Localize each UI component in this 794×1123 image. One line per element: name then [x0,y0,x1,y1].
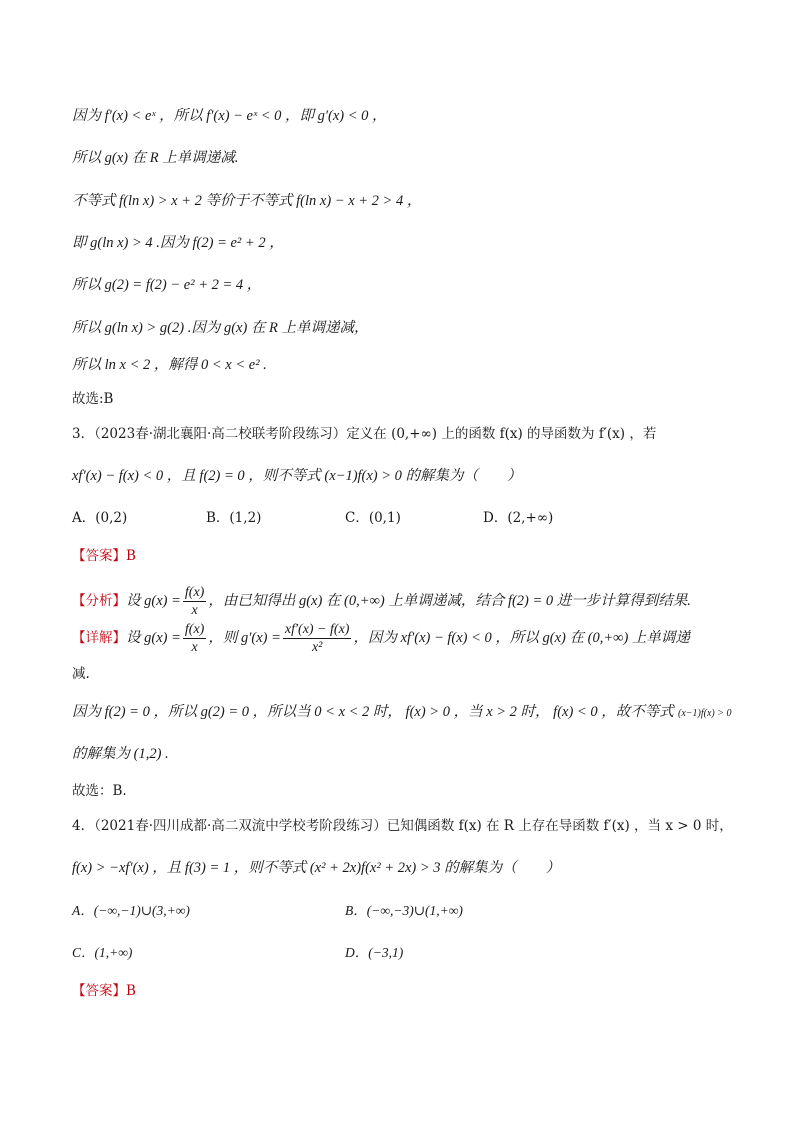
q3-analysis [72,583,691,619]
fraction-numerator: f(x) [184,585,205,600]
solution-line-1: 因为 f′(x) < eˣ ，所以 f′(x) − eˣ < 0 ，即 g′(x) < 0 ， [72,108,387,124]
q3-detail-fraction-gprime [283,621,352,656]
q3-analysis-tag: 【分析】 [72,593,126,609]
q3-detail-text-e: 因为 f(2) = 0 ，所以 g(2) = 0 ，所以当 0 < x < 2 时， f(x) > 0 ，当 x > 2 时， f(x) < 0 ，故不等式 [72,704,674,720]
q3-detail-text-b: ，则 g′(x) = [208,630,281,646]
q4-option-b: B．(−∞,−3)∪(1,+∞) [345,903,463,918]
q3-detail-inequality: (x−1)f(x) > 0 [678,708,732,719]
q4-option-a: A．(−∞,−1)∪(3,+∞) [72,903,190,918]
q3-option-d: D．(2,+∞) [483,510,554,526]
fraction-numerator: f(x) [184,622,205,637]
solution-line-5: 所以 g(2) = f(2) − e² + 2 = 4 ， [72,277,262,293]
q4-stem-line-2: f(x) > −xf′(x) ，且 f(3) = 1 ，则不等式 (x² + 2x)f(x² + 2x) > 3 的解集为（ ） [72,860,561,876]
fraction-numerator: xf′(x) − f(x) [284,622,350,637]
q3-option-a: A．(0,2) [72,510,128,526]
q3-detail-line-4: 的解集为 (1,2) . [72,746,169,762]
fraction-denominator: x [183,638,206,656]
q3-option-c: C．(0,1) [345,510,401,526]
solution-line-4: 即 g(ln x) > 4 .因为 f(2) = e² + 2 ， [72,235,284,251]
q3-stem-line-1: 3．（2023春·湖北襄阳·高二校联考阶段练习）定义在 (0,+∞) 上的函数 f(x) 的导函数为 f′(x) ，若 [72,426,657,442]
q4-answer: 【答案】B [72,983,136,999]
solution-line-7: 所以 ln x < 2 ，解得 0 < x < e² . [72,357,267,373]
q3-analysis-text-b: ，由已知得出 g(x) 在 (0,+∞) 上单调递减，结合 f(2) = 0 进一步计算得到结果. [208,593,691,609]
q4-stem-line-1: 4．（2021春·四川成都·高二双流中学校考阶段练习）已知偶函数 f(x) 在 R 上存在导函数 f′(x) ，当 x > 0 时， [72,818,733,834]
fraction-denominator: x [183,601,206,619]
q3-detail-fraction-g [183,621,206,656]
q3-detail-tag: 【详解】 [72,630,126,646]
q4-option-c: C．(1,+∞) [72,945,133,960]
solution-line-2: 所以 g(x) 在 R 上单调递减. [72,150,239,166]
q3-analysis-text-a: 设 g(x) = [126,593,181,609]
q3-detail-text-a: 设 g(x) = [126,630,181,646]
q3-choice: 故选：B. [72,783,127,799]
q3-detail-line-2: 减. [72,666,90,682]
fraction-denominator: x² [283,638,352,656]
solution-line-6: 所以 g(ln x) > g(2) .因为 g(x) 在 R 上单调递减， [72,320,369,336]
q3-detail-line-3 [72,702,731,724]
q3-analysis-fraction [183,584,206,619]
q3-option-b: B．(1,2) [206,510,262,526]
solution-line-3: 不等式 f(ln x) > x + 2 等价于不等式 f(ln x) − x + 2 > 4 ， [72,193,422,209]
solution-choice: 故选:B [72,391,114,407]
q3-answer: 【答案】B [72,548,136,564]
q3-stem-line-2: xf′(x) − f(x) < 0 ，且 f(2) = 0 ，则不等式 (x−1)f(x) > 0 的解集为（ ） [72,468,522,484]
q4-option-d: D．(−3,1) [345,945,404,960]
q3-detail-line-1 [72,620,690,656]
q3-detail-text-c: ，因为 xf′(x) − f(x) < 0 ，所以 g(x) 在 (0,+∞) 上单调递 [353,630,690,646]
